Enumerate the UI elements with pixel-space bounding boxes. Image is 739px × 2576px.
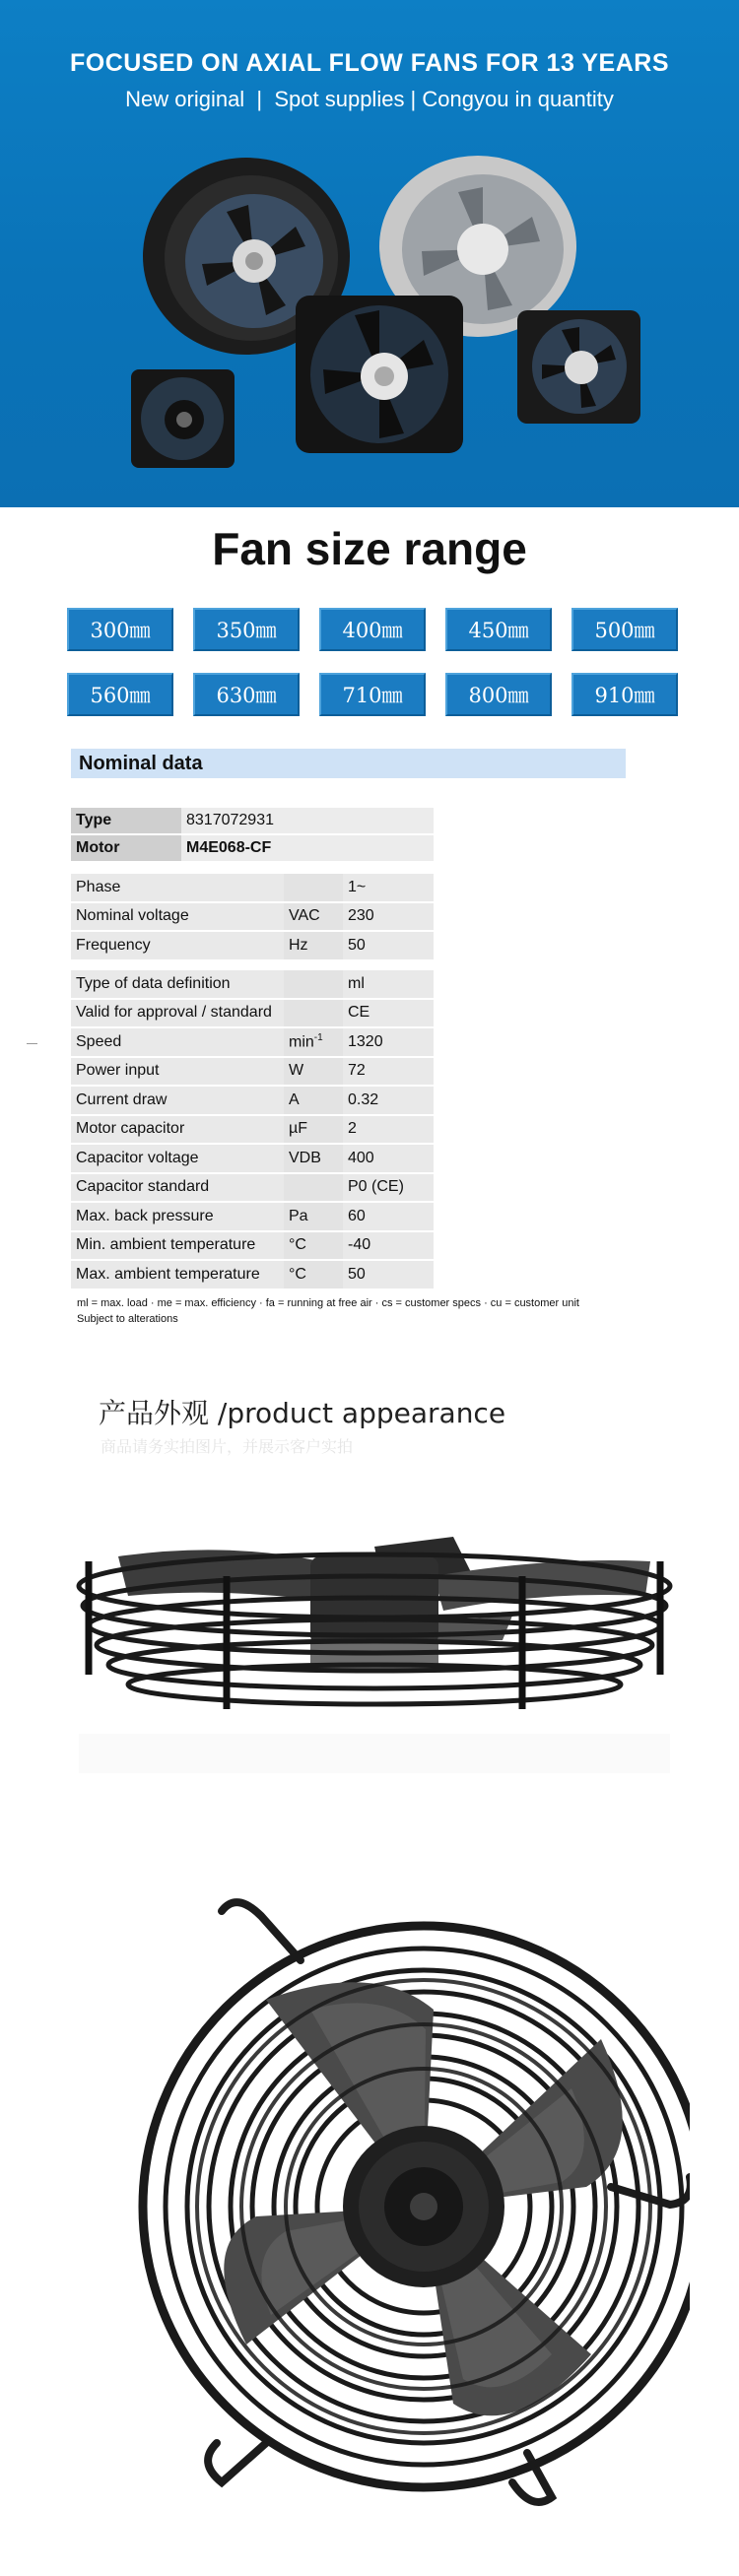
small-fan-left-icon [131,369,235,468]
table-row [71,1232,434,1260]
spec-value: -40 [343,1232,434,1260]
spec-value: 72 [343,1058,434,1086]
electrical-table [71,872,434,961]
spec-name: Current draw [71,1087,284,1114]
size-button-350[interactable]: 350㎜ [193,608,300,651]
table-row [71,874,434,901]
fan-front-view-image [138,1891,690,2522]
spec-unit [284,970,343,998]
spec-value: 1~ [343,874,434,901]
spec-name: Valid for approval / standard [71,1000,284,1027]
type-motor-table [71,806,434,863]
hero-subtitle: New original | Spot supplies | Congyou in quantity [125,87,614,111]
spec-name: Phase [71,874,284,901]
spec-unit [284,874,343,901]
size-button-500[interactable]: 500㎜ [571,608,678,651]
spec-unit: A [284,1087,343,1114]
product-appearance-title: 产品外观 /product appearance [99,1397,506,1429]
table-row [71,1203,434,1230]
spec-name: Capacitor standard [71,1174,284,1202]
table-row [71,1000,434,1027]
spec-name: Frequency [71,932,284,959]
spec-value: 0.32 [343,1087,434,1114]
spec-name: Speed [71,1028,284,1056]
spec-value: 60 [343,1203,434,1230]
size-button-710[interactable]: 710㎜ [319,673,426,716]
spec-unit [284,1000,343,1027]
table-row [71,808,434,833]
spec-name: Type of data definition [71,970,284,998]
spec-name: Max. back pressure [71,1203,284,1230]
spec-unit: VDB [284,1145,343,1172]
footnote-alterations: Subject to alterations [77,1313,178,1325]
divider-dash [27,1043,37,1044]
square-fan-center-icon [296,296,463,453]
size-button-300[interactable]: 300㎜ [67,608,173,651]
table-row [71,1116,434,1144]
size-button-800[interactable]: 800㎜ [445,673,552,716]
motor-label: Motor [71,835,181,861]
spec-name: Power input [71,1058,284,1086]
performance-table [71,968,434,1290]
table-row [71,835,434,861]
table-row [71,1174,434,1202]
spec-unit: $\min^{-1}$ [284,1028,343,1056]
size-range-title: Fan size range [212,523,527,574]
nominal-data-heading: Nominal data [71,749,626,778]
spec-unit: µF [284,1116,343,1144]
table-row [71,1058,434,1086]
spec-name: Min. ambient temperature [71,1232,284,1260]
spec-name: Motor capacitor [71,1116,284,1144]
spec-unit: °C [284,1261,343,1288]
table-row [71,1028,434,1056]
size-button-450[interactable]: 450㎜ [445,608,552,651]
motor-value: M4E068-CF [181,835,434,861]
spec-value: 50 [343,932,434,959]
spec-value: ml [343,970,434,998]
spec-value: 50 [343,1261,434,1288]
spec-value: 1320 [343,1028,434,1056]
spec-value: 230 [343,903,434,931]
size-button-560[interactable]: 560㎜ [67,673,173,716]
spec-unit [284,1174,343,1202]
size-button-400[interactable]: 400㎜ [319,608,426,651]
square-fan-right-icon [517,310,640,424]
fans-group-image [0,148,739,502]
hero-title: FOCUSED ON AXIAL FLOW FANS FOR 13 YEARS [70,49,669,77]
table-row [71,1261,434,1288]
spec-unit: Pa [284,1203,343,1230]
size-button-910[interactable]: 910㎜ [571,673,678,716]
table-row [71,932,434,959]
fan-side-view-image [59,1517,690,1813]
product-faint-caption: 商品请务实拍图片，并展示客户实拍 [101,1437,354,1456]
table-row [71,1145,434,1172]
spec-unit: VAC [284,903,343,931]
spec-value: P0 (CE) [343,1174,434,1202]
spec-unit: Hz [284,932,343,959]
spec-value: 2 [343,1116,434,1144]
spec-unit: W [284,1058,343,1086]
size-button-630[interactable]: 630㎜ [193,673,300,716]
spec-name: Max. ambient temperature [71,1261,284,1288]
spec-value: CE [343,1000,434,1027]
footnote-abbreviations: ml = max. load · me = max. efficiency · fa = running at free air · cs = customer specs · cu = customer unit [77,1297,579,1309]
table-row [71,903,434,931]
type-label: Type [71,808,181,833]
type-value: 8317072931 [181,808,434,833]
spec-value: 400 [343,1145,434,1172]
spec-name: Nominal voltage [71,903,284,931]
spec-unit: °C [284,1232,343,1260]
spec-name: Capacitor voltage [71,1145,284,1172]
table-row [71,1087,434,1114]
hero-banner [0,0,739,507]
table-row [71,970,434,998]
